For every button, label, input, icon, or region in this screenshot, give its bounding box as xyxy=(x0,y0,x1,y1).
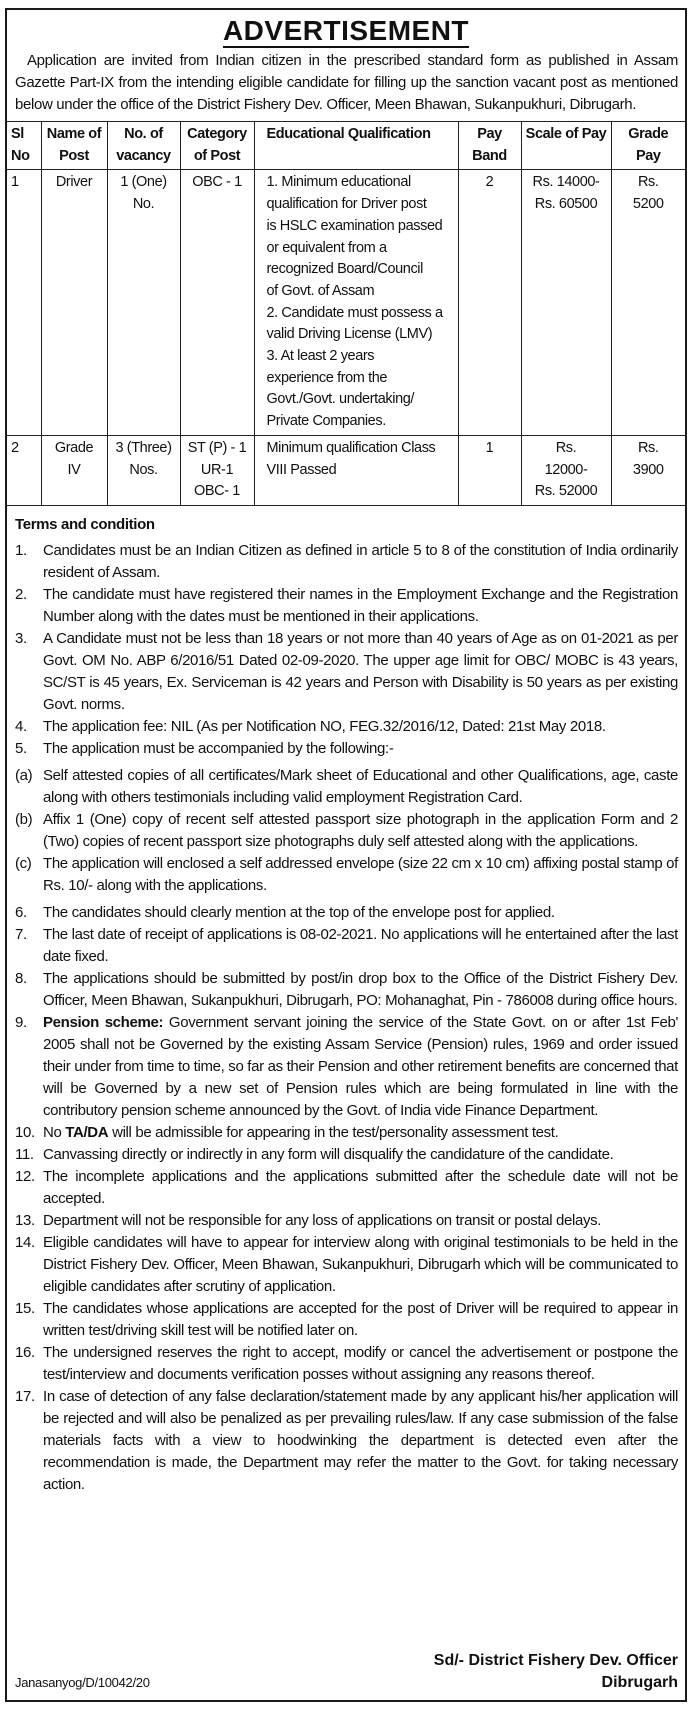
term-text xyxy=(43,924,678,968)
term-item xyxy=(15,1144,678,1166)
cell-scale: Rs. 14000- Rs. 60500 xyxy=(521,170,611,435)
advertisement-frame xyxy=(5,8,687,1702)
cell-category: ST (P) - 1 UR-1 OBC- 1 xyxy=(180,435,254,505)
table-row xyxy=(7,435,685,505)
term-item xyxy=(15,1012,678,1122)
cell-grade-pay: Rs. 3900 xyxy=(611,435,685,505)
cell-qualification: Minimum qualification Class VIII Passed xyxy=(254,435,458,505)
terms-section xyxy=(7,506,685,1496)
term-body: The incomplete applications and the applications submitted after the schedule date will not be accepted. xyxy=(43,1167,678,1207)
col-header: Category of Post xyxy=(180,122,254,170)
term-number: 11. xyxy=(15,1145,34,1163)
cell-grade-pay: Rs. 5200 xyxy=(611,170,685,435)
term-item xyxy=(15,1342,678,1386)
signature-line: Sd/- District Fishery Dev. Officer xyxy=(433,1652,678,1669)
term-item xyxy=(15,853,678,897)
term-number: 2. xyxy=(15,585,27,603)
cell-qualification: 1. Minimum educational qualification for Driver post is HSLC examination passed or equivalent from a recognized Board/Council of Govt. of Assam 2. Candidate must possess a valid Driving License (LMV) 3. At least 2 years experience from the Govt./Govt. undertaking/ Private Companies. xyxy=(254,170,458,435)
term-number: (b) xyxy=(15,810,33,828)
term-number: 8. xyxy=(15,969,27,987)
term-number: 9. xyxy=(15,1013,27,1031)
term-item xyxy=(15,1210,678,1232)
terms-heading: Terms and condition xyxy=(15,515,155,533)
col-header: Pay Band xyxy=(458,122,521,170)
term-text xyxy=(43,716,678,738)
term-number: 3. xyxy=(15,629,27,647)
term-item xyxy=(15,809,678,853)
term-text xyxy=(43,853,678,897)
term-item xyxy=(15,968,678,1012)
term-number: 5. xyxy=(15,739,27,757)
term-body: Canvassing directly or indirectly in any form will disqualify the candidature of the candidate. xyxy=(43,1145,614,1163)
term-number: 6. xyxy=(15,903,27,921)
term-body: The undersigned reserves the right to accept, modify or cancel the advertisement or postpone the test/interview and documents verification posses without assigning any reasons thereof. xyxy=(43,1343,678,1383)
term-body: The candidates should clearly mention at the top of the envelope post for applied. xyxy=(43,903,555,921)
term-item xyxy=(15,628,678,716)
vacancy-table xyxy=(7,121,685,506)
term-text xyxy=(43,1166,678,1210)
term-item xyxy=(15,1232,678,1298)
cell-category: OBC - 1 xyxy=(180,170,254,435)
title-text: ADVERTISEMENT xyxy=(222,15,470,46)
cell-vacancy: 1 (One) No. xyxy=(107,170,180,435)
col-header: Sl No xyxy=(7,122,41,170)
term-number: (c) xyxy=(15,854,32,872)
cell-post: Driver xyxy=(41,170,107,435)
cell-vacancy: 3 (Three) Nos. xyxy=(107,435,180,505)
term-number: 1. xyxy=(15,541,27,559)
term-number: 14. xyxy=(15,1233,35,1251)
term-bold: Pension scheme: xyxy=(43,1013,164,1031)
term-number: 15. xyxy=(15,1299,35,1317)
col-header: Scale of Pay xyxy=(521,122,611,170)
term-body: Self attested copies of all certificates/Mark sheet of Educational and other Qualifications, age, caste along with others testimonials including valid employment Registration Card. xyxy=(43,766,678,806)
signature-location: Dibrugarh xyxy=(601,1674,678,1691)
col-header: Grade Pay xyxy=(611,122,685,170)
term-item xyxy=(15,584,678,628)
term-number: 12. xyxy=(15,1167,35,1185)
term-number: 4. xyxy=(15,717,27,735)
term-text xyxy=(43,765,678,809)
term-item xyxy=(15,1122,678,1144)
term-text xyxy=(43,1144,678,1166)
term-body: The candidates whose applications are accepted for the post of Driver will be required to appear in written test/driving skill test will be notified later on. xyxy=(43,1299,678,1339)
term-text xyxy=(43,1012,678,1122)
term-number: 7. xyxy=(15,925,27,943)
term-text xyxy=(43,628,678,716)
cell-post: Grade IV xyxy=(41,435,107,505)
term-text xyxy=(43,1210,678,1232)
term-text xyxy=(43,738,678,760)
term-item xyxy=(15,1166,678,1210)
term-body: Eligible candidates will have to appear for interview along with original testimonials to be held in the District Fishery Dev. Officer, Meen Bhawan, Sukanpukhuri, Dibrugarh which will be communicated to eligible candidates after scrutiny of application. xyxy=(43,1233,678,1295)
term-text xyxy=(43,540,678,584)
term-text xyxy=(43,1122,678,1144)
term-item xyxy=(15,1298,678,1342)
term-item xyxy=(15,716,678,738)
col-header: Name of Post xyxy=(41,122,107,170)
term-text xyxy=(43,902,678,924)
term-text xyxy=(43,584,678,628)
col-header: Educational Qualification xyxy=(254,122,458,170)
term-text xyxy=(43,1298,678,1342)
cell-pay-band: 2 xyxy=(458,170,521,435)
term-item xyxy=(15,1386,678,1496)
cell-sl: 2 xyxy=(7,435,41,505)
term-text xyxy=(43,1386,678,1496)
term-body: will be admissible for appearing in the test/personality assessment test. xyxy=(108,1123,559,1141)
term-prefix: No xyxy=(43,1123,66,1141)
term-item xyxy=(15,765,678,809)
term-body: The applications should be submitted by post/in drop box to the Office of the District Fishery Dev. Officer, Meen Bhawan, Sukanpukhuri, Dibrugarh, PO: Mohanaghat, Pin - 786008 during office hours. xyxy=(43,969,678,1009)
term-body: Candidates must be an Indian Citizen as defined in article 5 to 8 of the constitution of India ordinarily resident of Assam. xyxy=(43,541,678,581)
cell-sl: 1 xyxy=(7,170,41,435)
reference-number: Janasanyog/D/10042/20 xyxy=(15,1675,150,1690)
term-number: 13. xyxy=(15,1211,35,1229)
col-header: No. of vacancy xyxy=(107,122,180,170)
term-number: 17. xyxy=(15,1387,35,1405)
term-number: 16. xyxy=(15,1343,35,1361)
term-bold: TA/DA xyxy=(65,1123,109,1141)
term-number: 10. xyxy=(15,1123,35,1141)
cell-pay-band: 1 xyxy=(458,435,521,505)
term-item xyxy=(15,738,678,760)
term-item xyxy=(15,924,678,968)
term-item xyxy=(15,902,678,924)
term-body: The candidate must have registered their names in the Employment Exchange and the Registration Number along with the dates must be mentioned in their applications. xyxy=(43,585,678,625)
footer xyxy=(15,1650,678,1694)
term-body: The application will enclosed a self addressed envelope (size 22 cm x 10 cm) affixing postal stamp of Rs. 10/- along with the applications. xyxy=(43,854,678,894)
term-body: A Candidate must not be less than 18 years or not more than 40 years of Age as on 01-2021 as per Govt. OM No. ABP 6/2016/51 Dated 02-09-2020. The upper age limit for OBC/ MOBC is 43 years, SC/ST is 45 years, Ex. Serviceman is 42 years and Person with Disability is 50 years as per existing Govt. norms. xyxy=(43,629,678,713)
term-body: Government servant joining the service of the State Govt. on or after 1st Feb' 2005 shall not be Governed by the existing Assam Service (Pension) rules, 1969 and order issued their under from time to time, so far as their Pension and other retirement benefits are concerned that will be Governed by a new set of Pension rules which are being formulated in line with the contributory pension scheme announced by the Govt. of India vide Finance Department. xyxy=(43,1013,678,1119)
terms-list xyxy=(15,540,678,1496)
cell-scale: Rs. 12000- Rs. 52000 xyxy=(521,435,611,505)
term-item xyxy=(15,540,678,584)
term-body: The last date of receipt of applications is 08-02-2021. No applications will he entertained after the last date fixed. xyxy=(43,925,678,965)
term-body: In case of detection of any false declaration/statement made by any applicant his/her application will be rejected and will also be penalized as per prevailing rules/law. If any case submission of the false materials facts with a view to hoodwinking the department is detected even after the recommendation is made, the Department may refer the matter to the Govt. for taking necessary action. xyxy=(43,1387,678,1493)
intro-paragraph: Application are invited from Indian citizen in the prescribed standard form as published in Assam Gazette Part-IX from the intending eligible candidate for filling up the sanction vacant post as mentioned below under the office of the District Fishery Dev. Officer, Meen Bhawan, Sukanpukhuri, Dibrugarh. xyxy=(15,52,678,113)
term-body: Department will not be responsible for any loss of applications on transit or postal delays. xyxy=(43,1211,602,1229)
term-text xyxy=(43,1232,678,1298)
term-number: (a) xyxy=(15,766,33,784)
term-text xyxy=(43,809,678,853)
term-text xyxy=(43,1342,678,1386)
term-body: Affix 1 (One) copy of recent self attested passport size photograph in the application Form and 2 (Two) copies of recent passport size photographs duly self attested along with the applications. xyxy=(43,810,678,850)
table-row xyxy=(7,170,685,435)
page-title xyxy=(7,15,685,47)
table-header-row xyxy=(7,122,685,170)
term-text xyxy=(43,968,678,1012)
term-body: The application fee: NIL (As per Notification NO, FEG.32/2016/12, Dated: 21st May 2018. xyxy=(43,717,606,735)
term-body: The application must be accompanied by the following:- xyxy=(43,739,394,757)
